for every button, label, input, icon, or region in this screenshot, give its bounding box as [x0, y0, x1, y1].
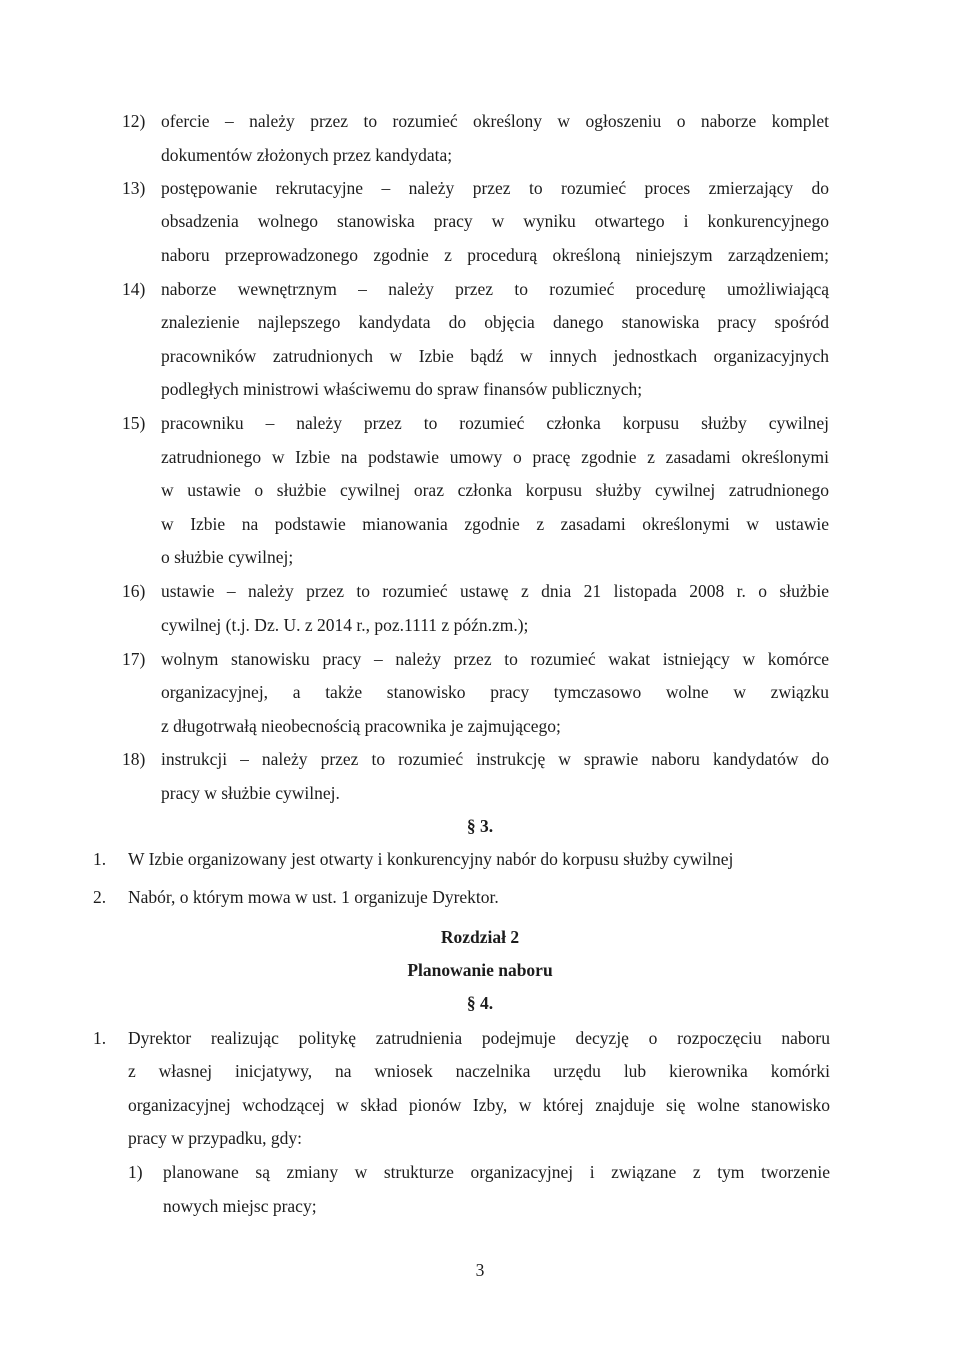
chapter-subtitle: Planowanie naboru: [407, 960, 553, 980]
item-14-line-2: znalezienie najlepszego kandydata do objęcia danego stanowiska pracy spośród: [161, 312, 829, 332]
section-4-para-1-line-2: z własnej inicjatywy, na wniosek naczelnika urzędu lub kierownika komórki: [128, 1061, 830, 1081]
item-18-number: 18): [122, 749, 146, 769]
section-4-subitem-1-line-2: nowych miejsc pracy;: [163, 1196, 317, 1216]
section-4-subitem-1-line-1: planowane są zmiany w strukturze organizacyjnej i związane z tym tworzenie: [163, 1162, 830, 1182]
item-13-number: 13): [122, 178, 146, 198]
item-16-line-2: cywilnej (t.j. Dz. U. z 2014 r., poz.1111 z późn.zm.);: [161, 615, 529, 635]
section-4-subitem-1-number: 1): [128, 1162, 143, 1182]
item-15-line-3: w ustawie o służbie cywilnej oraz członka korpusu służby cywilnej zatrudnionego: [161, 480, 829, 500]
item-16-number: 16): [122, 581, 146, 601]
item-14-line-3: pracowników zatrudnionych w Izbie bądź w innych jednostkach organizacyjnych: [161, 346, 829, 366]
item-14-number: 14): [122, 279, 146, 299]
item-18-line-1: instrukcji – należy przez to rozumieć instrukcję w sprawie naboru kandydatów do: [161, 749, 829, 769]
section-4-heading: § 4.: [466, 993, 494, 1013]
item-17-line-1: wolnym stanowisku pracy – należy przez to rozumieć wakat istniejący w komórce: [161, 649, 829, 669]
item-14-line-1: naborze wewnętrznym – należy przez to rozumieć procedurę umożliwiającą: [161, 279, 829, 299]
item-15-line-4: w Izbie na podstawie mianowania zgodnie z zasadami określonymi w ustawie: [161, 514, 829, 534]
page-number: 3: [475, 1260, 485, 1280]
section-3-para-2-number: 2.: [93, 887, 107, 907]
section-3-heading: § 3.: [466, 816, 494, 836]
item-12-number: 12): [122, 111, 146, 131]
chapter-title: Rozdział 2: [440, 927, 520, 947]
item-16-line-1: ustawie – należy przez to rozumieć ustawę z dnia 21 listopada 2008 r. o służbie: [161, 581, 829, 601]
item-13-line-1: postępowanie rekrutacyjne – należy przez to rozumieć proces zmierzający do: [161, 178, 829, 198]
section-3-para-1-number: 1.: [93, 849, 107, 869]
item-17-line-3: z długotrwałą nieobecnością pracownika je zajmującego;: [161, 716, 561, 736]
item-15-line-2: zatrudnionego w Izbie na podstawie umowy o pracę zgodnie z zasadami określonymi: [161, 447, 829, 467]
item-12-line-2: dokumentów złożonych przez kandydata;: [161, 145, 453, 165]
item-12-line-1: ofercie – należy przez to rozumieć określony w ogłoszeniu o naborze komplet: [161, 111, 829, 131]
item-13-line-3: naboru przeprowadzonego zgodnie z procedurą określoną niniejszym zarządzeniem;: [161, 245, 829, 265]
item-15-number: 15): [122, 413, 146, 433]
section-4-para-1-line-4: pracy w przypadku, gdy:: [128, 1128, 302, 1148]
section-3-para-1-text: W Izbie organizowany jest otwarty i konkurencyjny nabór do korpusu służby cywilnej: [128, 849, 734, 869]
section-4-para-1-number: 1.: [93, 1028, 107, 1048]
item-14-line-4: podległych ministrowi właściwemu do spraw finansów publicznych;: [161, 379, 643, 399]
item-15-line-1: pracowniku – należy przez to rozumieć członka korpusu służby cywilnej: [161, 413, 829, 433]
item-13-line-2: obsadzenia wolnego stanowiska pracy w wyniku otwartego i konkurencyjnego: [161, 211, 829, 231]
section-3-para-2-text: Nabór, o którym mowa w ust. 1 organizuje Dyrektor.: [128, 887, 499, 907]
item-17-number: 17): [122, 649, 146, 669]
section-4-para-1-line-1: Dyrektor realizując politykę zatrudnienia podejmuje decyzję o rozpoczęciu naboru: [128, 1028, 830, 1048]
section-4-para-1-line-3: organizacyjnej wchodzącej w skład pionów Izby, w której znajduje się wolne stanowisko: [128, 1095, 830, 1115]
item-18-line-2: pracy w służbie cywilnej.: [161, 783, 340, 803]
item-15-line-5: o służbie cywilnej;: [161, 547, 294, 567]
item-17-line-2: organizacyjnej, a także stanowisko pracy tymczasowo wolne w związku: [161, 682, 829, 702]
